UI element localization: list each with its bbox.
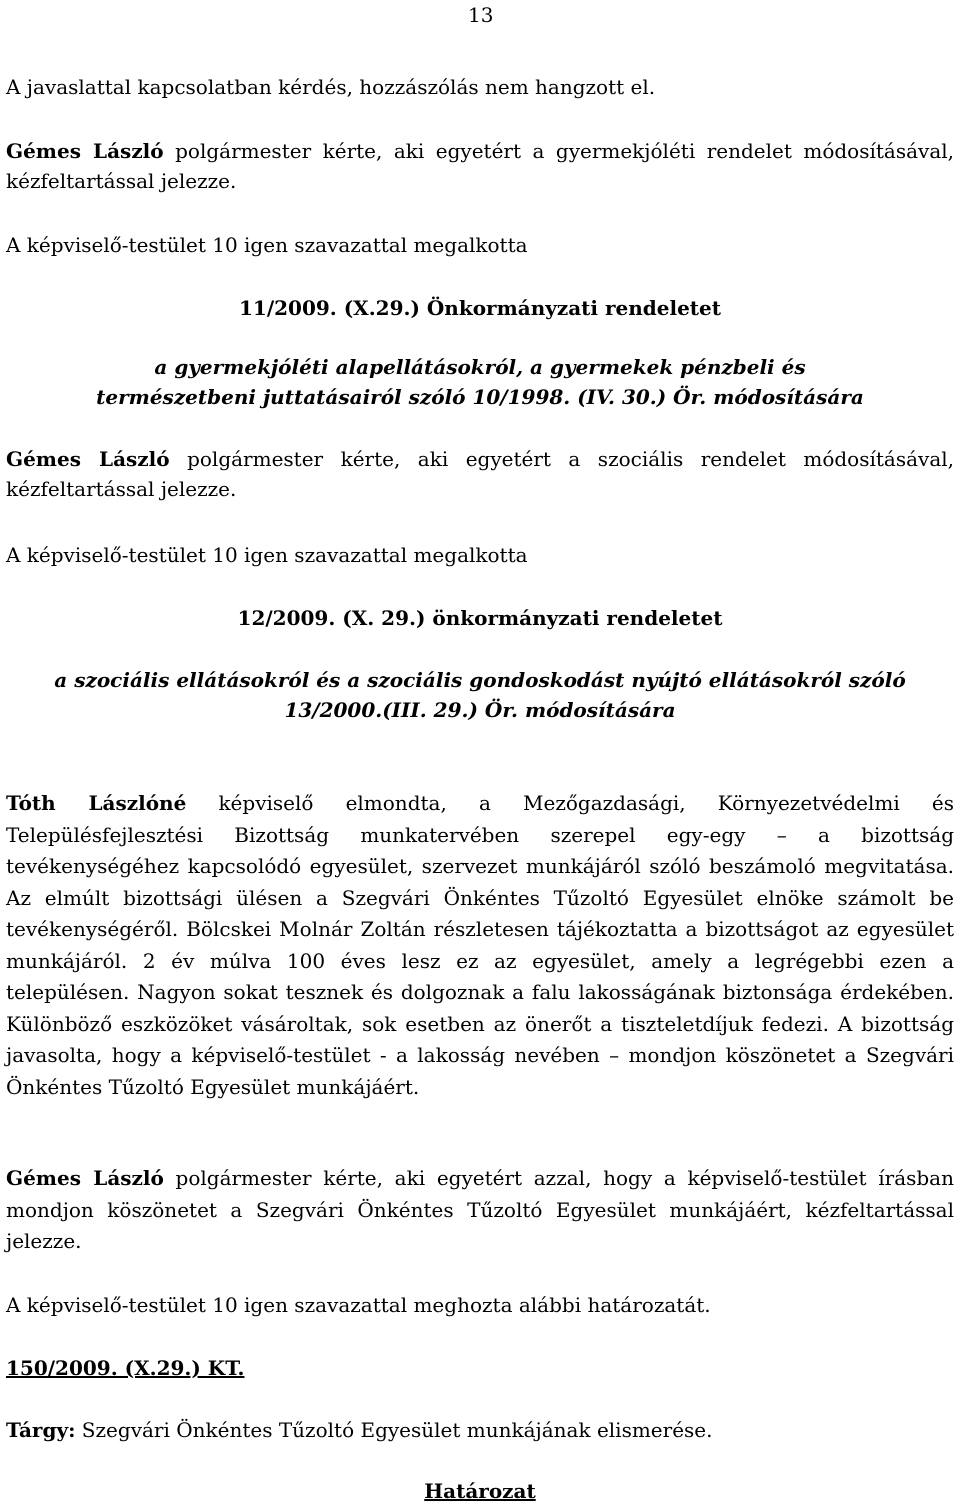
resolution-number: 150/2009. (X.29.) KT. — [6, 1356, 245, 1380]
paragraph-committee-report — [6, 788, 954, 1103]
paragraph-vote-result: A képviselő-testület 10 igen szavazattal megalkotta — [6, 233, 528, 257]
page-number: 13 — [468, 3, 494, 27]
paragraph-text: polgármester kérte, aki egyetért azzal, hogy a képviselő-testület írásban mondjon köszönetet a Szegvári Önkéntes Tűzoltó Egyesület munkájáért, kézfeltartással jelezze. — [6, 1166, 954, 1253]
paragraph-text: polgármester kérte, aki egyetért a gyermekjóléti rendelet módosításával, kézfeltartással jelezze. — [6, 139, 954, 193]
paragraph-mayor-request-social — [6, 444, 954, 504]
regulation-subtitle-2: a szociális ellátásokról és a szociális gondoskodást nyújtó ellátásokról szóló 13/2000.(III. 29.) Ör. módosítására — [54, 668, 906, 722]
speaker-name: Gémes László — [6, 1166, 164, 1190]
paragraph-vote-result: A képviselő-testület 10 igen szavazattal megalkotta — [6, 543, 528, 567]
paragraph-text: képviselő elmondta, a Mezőgazdasági, Környezetvédelmi és Településfejlesztési Bizottság munkatervében szerepel egy-egy – a bizottság tevékenységéhez kapcsolódó egyesület, szervezet munkájáról szóló beszámoló megvitatása. Az elmúlt bizottsági ülésen a Szegvári Önkéntes Tűzoltó Egyesület elnöke számolt be tevékenységéről. Bölcskei Molnár Zoltán részletesen tájékoztatta a bizottságot az egyesület munkájáról. 2 év múlva 100 éves lesz ez az egyesület, amely a legrégebbi ezen a településen. Nagyon sokat tesznek és dolgoznak a falu lakosságának biztonsága érdekében. Különböző eszközöket vásároltak, sok esetben az önerőt a tiszteletdíjuk fedezi. A bizottság javasolta, hogy a képviselő-testület - a lakosság nevében – mondjon köszönetet a Szegvári Önkéntes Tűzoltó Egyesület munkájáért. — [6, 791, 954, 1099]
regulation-title-1: 11/2009. (X.29.) Önkormányzati rendeletet — [238, 296, 722, 320]
paragraph-text: polgármester kérte, aki egyetért a szociális rendelet módosításával, kézfeltartással jelezze. — [6, 447, 954, 501]
regulation-title-2: 12/2009. (X. 29.) önkormányzati rendeletet — [237, 606, 723, 630]
subject-text: Szegvári Önkéntes Tűzoltó Egyesület munkájának elismerése. — [75, 1418, 713, 1442]
paragraph-decision-intro: A képviselő-testület 10 igen szavazattal meghozta alábbi határozatát. — [6, 1293, 711, 1317]
subject-label: Tárgy: — [6, 1418, 76, 1442]
decision-heading: Határozat — [424, 1479, 536, 1503]
resolution-subject — [6, 1415, 954, 1445]
regulation-subtitle-1: a gyermekjóléti alapellátásokról, a gyermekek pénzbeli és természetbeni juttatásairól szóló 10/1998. (IV. 30.) Ör. módosítására — [96, 355, 864, 409]
speaker-name: Gémes László — [6, 139, 164, 163]
speaker-name: Tóth Lászlóné — [6, 791, 187, 815]
paragraph-no-questions: A javaslattal kapcsolatban kérdés, hozzászólás nem hangzott el. — [6, 75, 656, 99]
paragraph-mayor-request-child-welfare — [6, 136, 954, 196]
speaker-name: Gémes László — [6, 447, 170, 471]
paragraph-mayor-request-thanks — [6, 1163, 954, 1258]
